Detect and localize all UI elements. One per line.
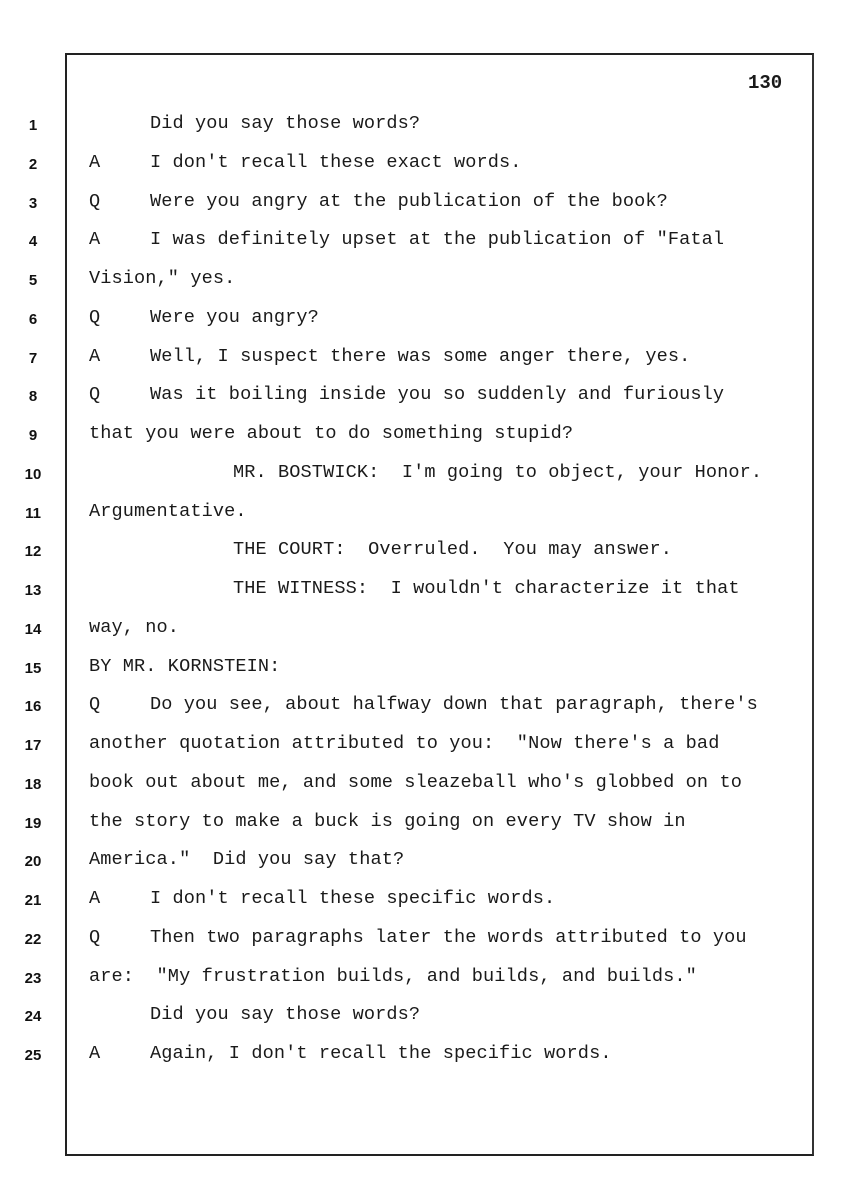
line-number: 11 bbox=[25, 504, 41, 522]
line-number: 3 bbox=[28, 194, 38, 212]
speaker-label: A bbox=[89, 229, 101, 251]
page-number: 130 bbox=[748, 72, 783, 94]
transcript-line-text: another quotation attributed to you: "Now there's a bad bbox=[89, 733, 720, 754]
line-number: 10 bbox=[24, 465, 42, 483]
transcript-line-text: MR. BOSTWICK: I'm going to object, your Honor. bbox=[233, 461, 763, 483]
line-number: 4 bbox=[28, 233, 38, 251]
line-number: 12 bbox=[24, 543, 42, 561]
transcript-line-text: Were you angry? bbox=[150, 306, 319, 328]
transcript-line-text: I don't recall these specific words. bbox=[150, 888, 556, 909]
line-number: 9 bbox=[28, 427, 38, 444]
transcript-line-text: are: "My frustration builds, and builds, and builds." bbox=[89, 965, 697, 987]
line-number: 21 bbox=[24, 892, 42, 909]
left-margin-rule bbox=[65, 53, 67, 1154]
line-number: 22 bbox=[24, 930, 42, 948]
line-number: 2 bbox=[28, 155, 38, 173]
line-number: 14 bbox=[24, 620, 42, 638]
speaker-label: Q bbox=[89, 306, 101, 328]
line-number: 13 bbox=[24, 582, 42, 599]
line-number: 16 bbox=[24, 698, 42, 716]
line-number: 23 bbox=[24, 969, 42, 987]
transcript-line-text: Was it boiling inside you so suddenly and furiously bbox=[150, 384, 725, 406]
line-number: 1 bbox=[28, 117, 38, 134]
line-number: 15 bbox=[24, 659, 42, 677]
speaker-label: A bbox=[89, 888, 101, 909]
speaker-label: Q bbox=[89, 384, 101, 406]
line-number: 8 bbox=[28, 388, 38, 406]
transcript-line-text: Did you say those words? bbox=[150, 1004, 421, 1026]
transcript-line-text: I was definitely upset at the publication of "Fatal bbox=[150, 229, 725, 251]
speaker-label: A bbox=[89, 345, 101, 367]
speaker-label: A bbox=[89, 151, 101, 173]
transcript-line-text: Again, I don't recall the specific words. bbox=[150, 1043, 612, 1064]
line-number: 6 bbox=[28, 310, 38, 328]
line-number: 18 bbox=[24, 775, 42, 793]
speaker-label: Q bbox=[89, 190, 101, 212]
line-number: 17 bbox=[24, 737, 42, 754]
line-number: 24 bbox=[24, 1008, 42, 1026]
transcript-line-text: book out about me, and some sleazeball who's globbed on to bbox=[89, 771, 742, 793]
transcript-line-text: Argumentative. bbox=[89, 500, 247, 522]
transcript-line-text: Did you say those words? bbox=[150, 113, 421, 134]
transcript-line-text: Do you see, about halfway down that paragraph, there's bbox=[150, 694, 758, 716]
transcript-line-text: the story to make a buck is going on every TV show in bbox=[89, 810, 686, 832]
transcript-line-text: THE COURT: Overruled. You may answer. bbox=[233, 539, 673, 561]
transcript-line-text: I don't recall these exact words. bbox=[150, 151, 522, 173]
transcript-page-frame bbox=[65, 53, 814, 1156]
transcript-line-text: THE WITNESS: I wouldn't characterize it that bbox=[233, 578, 740, 599]
speaker-label: Q bbox=[89, 694, 101, 716]
line-number: 25 bbox=[24, 1047, 42, 1064]
line-number: 5 bbox=[28, 272, 38, 289]
transcript-line-text: way, no. bbox=[89, 616, 180, 638]
speaker-label: A bbox=[89, 1043, 101, 1064]
line-number: 7 bbox=[28, 349, 38, 367]
transcript-line-text: America." Did you say that? bbox=[89, 849, 405, 871]
transcript-line-text: Then two paragraphs later the words attributed to you bbox=[150, 926, 747, 948]
transcript-line-text: Were you angry at the publication of the book? bbox=[150, 190, 668, 212]
transcript-line-text: Vision," yes. bbox=[89, 268, 236, 289]
line-number: 20 bbox=[24, 853, 42, 871]
transcript-line-text: BY MR. KORNSTEIN: bbox=[89, 655, 281, 677]
speaker-label: Q bbox=[89, 926, 101, 948]
transcript-line-text: that you were about to do something stupid? bbox=[89, 423, 574, 444]
transcript-line-text: Well, I suspect there was some anger there, yes. bbox=[150, 345, 691, 367]
line-number: 19 bbox=[24, 814, 42, 832]
